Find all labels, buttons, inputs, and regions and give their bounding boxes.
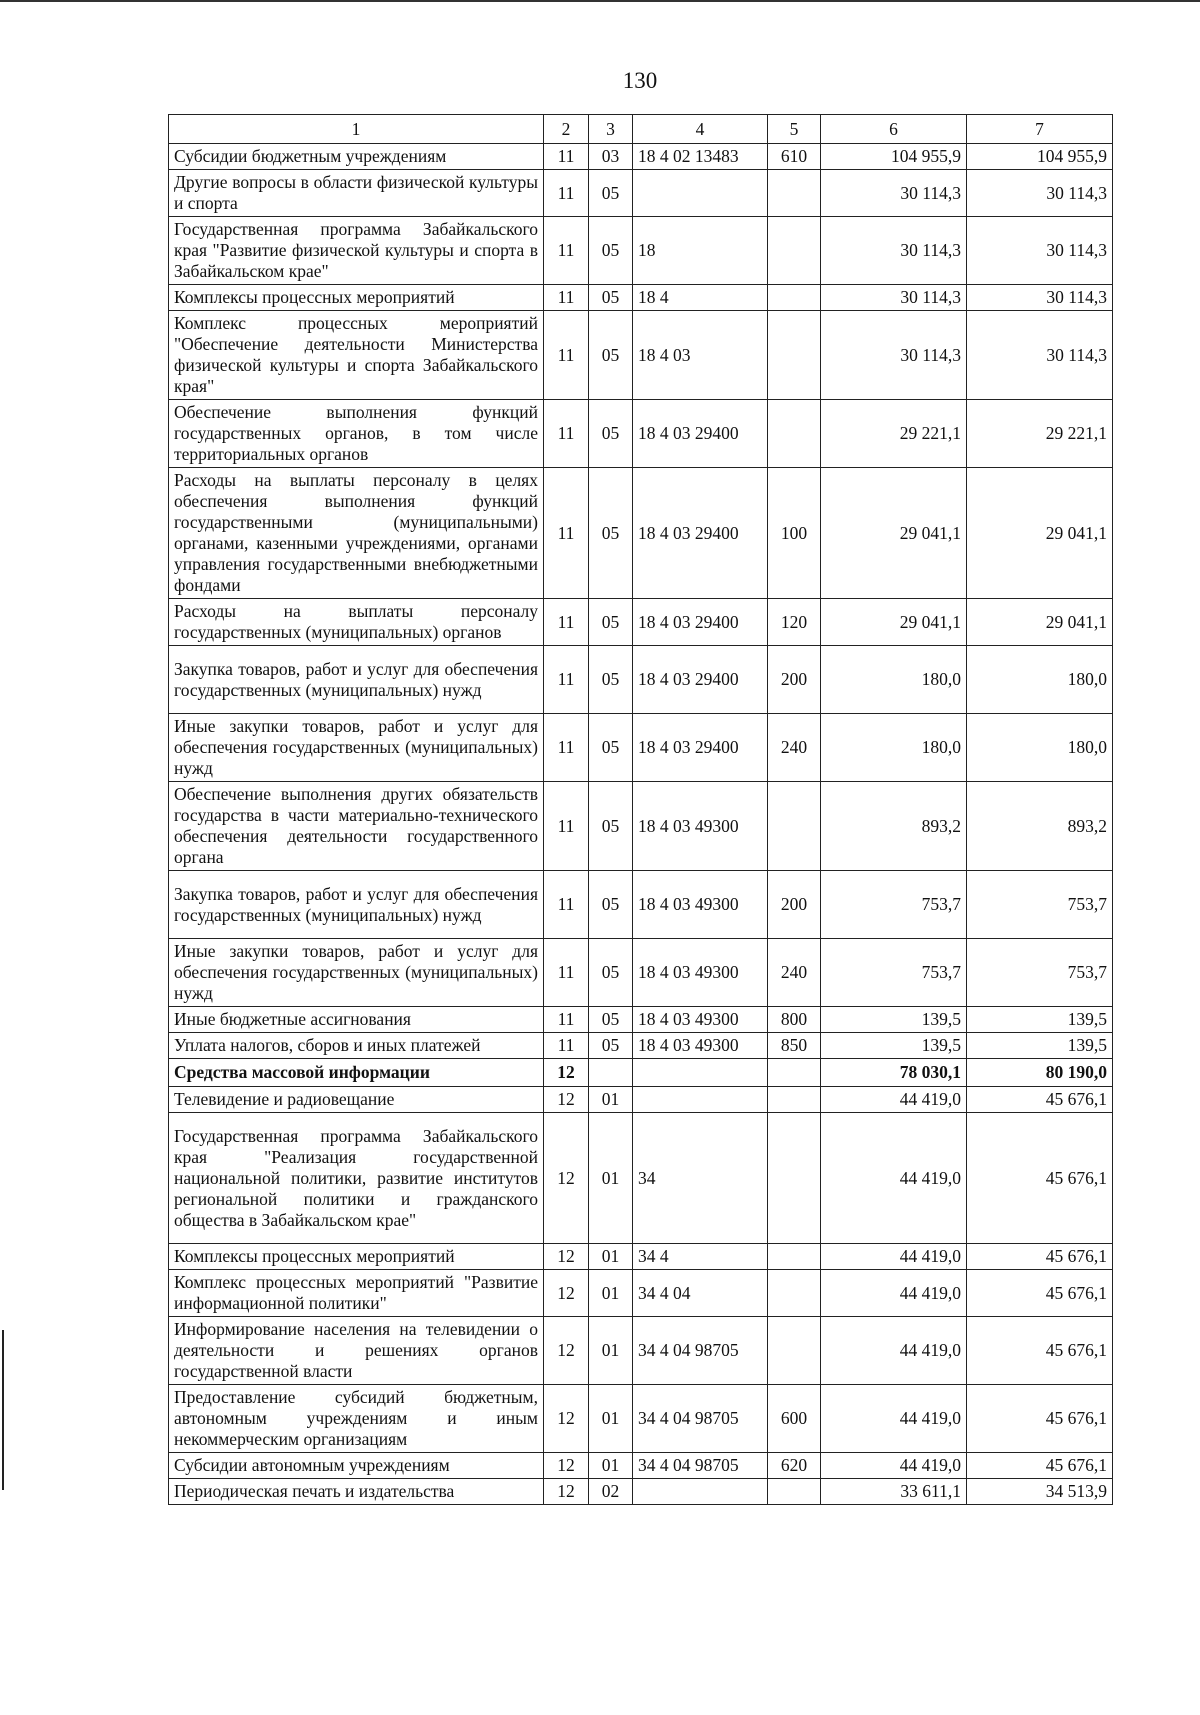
- amount-year2-cell: 893,2: [967, 782, 1113, 871]
- target-article-cell: 34 4: [633, 1244, 768, 1270]
- row-name-cell: Комплексы процессных мероприятий: [169, 285, 544, 311]
- section-code-cell: 11: [544, 144, 589, 170]
- section-code-cell: 11: [544, 714, 589, 782]
- scan-edge-left: [2, 1330, 4, 1490]
- subsection-code-cell: [589, 1059, 633, 1087]
- target-article-cell: 18 4 03 29400: [633, 646, 768, 714]
- target-article-cell: 18 4 03 49300: [633, 1007, 768, 1033]
- table-row: [169, 939, 1113, 1007]
- amount-year1-cell: 44 419,0: [821, 1087, 967, 1113]
- subsection-code-cell: 05: [589, 714, 633, 782]
- header-cell: 6: [821, 115, 967, 144]
- row-name-cell: Обеспечение выполнения функций государственных органов, в том числе территориальных органов: [169, 400, 544, 468]
- header-cell: 5: [768, 115, 821, 144]
- row-name-cell: Телевидение и радиовещание: [169, 1087, 544, 1113]
- row-name-cell: Государственная программа Забайкальского края "Развитие физической культуры и спорта в Забайкальском крае": [169, 217, 544, 285]
- row-name-cell: Обеспечение выполнения других обязательств государства в части материально-технического обеспечения деятельности государственного органа: [169, 782, 544, 871]
- table-row: [169, 599, 1113, 646]
- amount-year2-cell: 30 114,3: [967, 170, 1113, 217]
- row-name-cell: Комплексы процессных мероприятий: [169, 1244, 544, 1270]
- page-number: 130: [622, 68, 658, 93]
- amount-year1-cell: 29 041,1: [821, 599, 967, 646]
- expense-type-cell: [768, 782, 821, 871]
- table-row: [169, 1479, 1113, 1505]
- target-article-cell: 18 4 03 29400: [633, 714, 768, 782]
- subsection-code-cell: 05: [589, 311, 633, 400]
- amount-year2-cell: 45 676,1: [967, 1113, 1113, 1244]
- table-row: [169, 285, 1113, 311]
- section-code-cell: 11: [544, 871, 589, 939]
- amount-year1-cell: 29 041,1: [821, 468, 967, 599]
- row-name-cell: Комплекс процессных мероприятий "Обеспечение деятельности Министерства физической культуры и спорта Забайкальского края": [169, 311, 544, 400]
- amount-year2-cell: 753,7: [967, 871, 1113, 939]
- target-article-cell: 18 4 03 49300: [633, 782, 768, 871]
- table-row: [169, 1244, 1113, 1270]
- section-code-cell: 12: [544, 1087, 589, 1113]
- subsection-code-cell: 01: [589, 1087, 633, 1113]
- expense-type-cell: [768, 170, 821, 217]
- target-article-cell: 18 4 03: [633, 311, 768, 400]
- section-code-cell: 12: [544, 1059, 589, 1087]
- amount-year1-cell: 29 221,1: [821, 400, 967, 468]
- table-row: [169, 1087, 1113, 1113]
- target-article-cell: 18 4: [633, 285, 768, 311]
- row-name-cell: Расходы на выплаты персоналу государственных (муниципальных) органов: [169, 599, 544, 646]
- header-cell: 7: [967, 115, 1113, 144]
- target-article-cell: 34 4 04 98705: [633, 1385, 768, 1453]
- expense-type-cell: [768, 311, 821, 400]
- amount-year1-cell: 44 419,0: [821, 1453, 967, 1479]
- section-code-cell: 11: [544, 217, 589, 285]
- table-row: [169, 217, 1113, 285]
- section-code-cell: 11: [544, 400, 589, 468]
- amount-year1-cell: 139,5: [821, 1007, 967, 1033]
- subsection-code-cell: 05: [589, 285, 633, 311]
- amount-year2-cell: 180,0: [967, 714, 1113, 782]
- expense-type-cell: [768, 1113, 821, 1244]
- target-article-cell: 18 4 03 49300: [633, 939, 768, 1007]
- subsection-code-cell: 01: [589, 1270, 633, 1317]
- amount-year2-cell: 180,0: [967, 646, 1113, 714]
- subsection-code-cell: 01: [589, 1385, 633, 1453]
- amount-year2-cell: 34 513,9: [967, 1479, 1113, 1505]
- budget-table: [168, 114, 1113, 1505]
- header-cell: 1: [169, 115, 544, 144]
- subsection-code-cell: 02: [589, 1479, 633, 1505]
- section-code-cell: 11: [544, 782, 589, 871]
- section-code-cell: 11: [544, 646, 589, 714]
- target-article-cell: 18 4 03 49300: [633, 1033, 768, 1059]
- expense-type-cell: 620: [768, 1453, 821, 1479]
- amount-year1-cell: 44 419,0: [821, 1385, 967, 1453]
- expense-type-cell: 240: [768, 714, 821, 782]
- section-code-cell: 11: [544, 1033, 589, 1059]
- expense-type-cell: [768, 1317, 821, 1385]
- target-article-cell: 18 4 02 13483: [633, 144, 768, 170]
- amount-year2-cell: 80 190,0: [967, 1059, 1113, 1087]
- section-code-cell: 11: [544, 599, 589, 646]
- amount-year1-cell: 180,0: [821, 646, 967, 714]
- section-code-cell: 12: [544, 1270, 589, 1317]
- table-row: [169, 1007, 1113, 1033]
- amount-year2-cell: 139,5: [967, 1007, 1113, 1033]
- table-row: [169, 871, 1113, 939]
- expense-type-cell: 120: [768, 599, 821, 646]
- section-code-cell: 11: [544, 939, 589, 1007]
- table-row: [169, 144, 1113, 170]
- section-code-cell: 12: [544, 1244, 589, 1270]
- amount-year2-cell: 139,5: [967, 1033, 1113, 1059]
- amount-year2-cell: 29 221,1: [967, 400, 1113, 468]
- row-name-cell: Другие вопросы в области физической культуры и спорта: [169, 170, 544, 217]
- row-name-cell: Субсидии бюджетным учреждениям: [169, 144, 544, 170]
- amount-year2-cell: 104 955,9: [967, 144, 1113, 170]
- row-name-cell: Информирование населения на телевидении о деятельности и решениях органов государственной власти: [169, 1317, 544, 1385]
- amount-year1-cell: 44 419,0: [821, 1270, 967, 1317]
- amount-year2-cell: 45 676,1: [967, 1385, 1113, 1453]
- target-article-cell: [633, 1479, 768, 1505]
- row-name-cell: Закупка товаров, работ и услуг для обеспечения государственных (муниципальных) нужд: [169, 646, 544, 714]
- expense-type-cell: 800: [768, 1007, 821, 1033]
- table-row: [169, 1270, 1113, 1317]
- target-article-cell: 34: [633, 1113, 768, 1244]
- target-article-cell: 18: [633, 217, 768, 285]
- subsection-code-cell: 03: [589, 144, 633, 170]
- row-name-cell: Комплекс процессных мероприятий "Развитие информационной политики": [169, 1270, 544, 1317]
- subsection-code-cell: 05: [589, 468, 633, 599]
- row-name-cell: Иные закупки товаров, работ и услуг для обеспечения государственных (муниципальных) нужд: [169, 939, 544, 1007]
- subsection-code-cell: 05: [589, 1007, 633, 1033]
- subsection-code-cell: 01: [589, 1317, 633, 1385]
- table-row: [169, 1059, 1113, 1087]
- section-code-cell: 11: [544, 468, 589, 599]
- table-row: [169, 782, 1113, 871]
- expense-type-cell: [768, 217, 821, 285]
- amount-year1-cell: 753,7: [821, 939, 967, 1007]
- expense-type-cell: 200: [768, 871, 821, 939]
- expense-type-cell: 100: [768, 468, 821, 599]
- table-row: [169, 1385, 1113, 1453]
- amount-year2-cell: 30 114,3: [967, 217, 1113, 285]
- header-row: [169, 115, 1113, 144]
- amount-year2-cell: 45 676,1: [967, 1270, 1113, 1317]
- target-article-cell: 18 4 03 49300: [633, 871, 768, 939]
- amount-year2-cell: 45 676,1: [967, 1453, 1113, 1479]
- subsection-code-cell: 05: [589, 782, 633, 871]
- header-cell: 4: [633, 115, 768, 144]
- subsection-code-cell: 05: [589, 939, 633, 1007]
- target-article-cell: 18 4 03 29400: [633, 468, 768, 599]
- table-row: [169, 311, 1113, 400]
- amount-year1-cell: 30 114,3: [821, 285, 967, 311]
- row-name-cell: Уплата налогов, сборов и иных платежей: [169, 1033, 544, 1059]
- expense-type-cell: [768, 1059, 821, 1087]
- table-row: [169, 1033, 1113, 1059]
- row-name-cell: Средства массовой информации: [169, 1059, 544, 1087]
- table-row: [169, 468, 1113, 599]
- table-row: [169, 714, 1113, 782]
- expense-type-cell: 850: [768, 1033, 821, 1059]
- table-row: [169, 1453, 1113, 1479]
- amount-year2-cell: 30 114,3: [967, 311, 1113, 400]
- table-body: [169, 144, 1113, 1505]
- row-name-cell: Закупка товаров, работ и услуг для обеспечения государственных (муниципальных) нужд: [169, 871, 544, 939]
- expense-type-cell: 610: [768, 144, 821, 170]
- expense-type-cell: 240: [768, 939, 821, 1007]
- amount-year1-cell: 78 030,1: [821, 1059, 967, 1087]
- target-article-cell: [633, 1087, 768, 1113]
- expense-type-cell: [768, 1244, 821, 1270]
- subsection-code-cell: 05: [589, 400, 633, 468]
- amount-year1-cell: 104 955,9: [821, 144, 967, 170]
- target-article-cell: 18 4 03 29400: [633, 599, 768, 646]
- amount-year1-cell: 33 611,1: [821, 1479, 967, 1505]
- amount-year1-cell: 30 114,3: [821, 170, 967, 217]
- row-name-cell: Иные закупки товаров, работ и услуг для обеспечения государственных (муниципальных) нужд: [169, 714, 544, 782]
- row-name-cell: Субсидии автономным учреждениям: [169, 1453, 544, 1479]
- subsection-code-cell: 05: [589, 599, 633, 646]
- section-code-cell: 11: [544, 285, 589, 311]
- target-article-cell: 34 4 04 98705: [633, 1317, 768, 1385]
- header-cell: 3: [589, 115, 633, 144]
- section-code-cell: 12: [544, 1385, 589, 1453]
- amount-year1-cell: 893,2: [821, 782, 967, 871]
- target-article-cell: 34 4 04: [633, 1270, 768, 1317]
- subsection-code-cell: 05: [589, 1033, 633, 1059]
- subsection-code-cell: 01: [589, 1453, 633, 1479]
- subsection-code-cell: 05: [589, 170, 633, 217]
- target-article-cell: 34 4 04 98705: [633, 1453, 768, 1479]
- amount-year1-cell: 139,5: [821, 1033, 967, 1059]
- subsection-code-cell: 05: [589, 217, 633, 285]
- table-row: [169, 170, 1113, 217]
- target-article-cell: 18 4 03 29400: [633, 400, 768, 468]
- section-code-cell: 11: [544, 1007, 589, 1033]
- row-name-cell: Государственная программа Забайкальского края "Реализация государственной национальной политики, развитие институтов региональной политики и гражданского общества в Забайкальском крае": [169, 1113, 544, 1244]
- target-article-cell: [633, 170, 768, 217]
- section-code-cell: 11: [544, 311, 589, 400]
- amount-year1-cell: 44 419,0: [821, 1244, 967, 1270]
- header-cell: 2: [544, 115, 589, 144]
- section-code-cell: 12: [544, 1317, 589, 1385]
- table-row: [169, 1317, 1113, 1385]
- expense-type-cell: [768, 1270, 821, 1317]
- expense-type-cell: 600: [768, 1385, 821, 1453]
- section-code-cell: 11: [544, 170, 589, 217]
- subsection-code-cell: 05: [589, 871, 633, 939]
- amount-year1-cell: 44 419,0: [821, 1317, 967, 1385]
- subsection-code-cell: 05: [589, 646, 633, 714]
- row-name-cell: Расходы на выплаты персоналу в целях обеспечения выполнения функций государственными (муниципальными) органами, казенными учреждениями, органами управления государственными внебюджетными фондами: [169, 468, 544, 599]
- subsection-code-cell: 01: [589, 1244, 633, 1270]
- amount-year1-cell: 180,0: [821, 714, 967, 782]
- table-row: [169, 646, 1113, 714]
- amount-year2-cell: 29 041,1: [967, 599, 1113, 646]
- amount-year1-cell: 30 114,3: [821, 311, 967, 400]
- scan-edge-top: [0, 0, 1200, 2]
- subsection-code-cell: 01: [589, 1113, 633, 1244]
- amount-year2-cell: 45 676,1: [967, 1087, 1113, 1113]
- table-row: [169, 400, 1113, 468]
- table-row: [169, 1113, 1113, 1244]
- target-article-cell: [633, 1059, 768, 1087]
- row-name-cell: Предоставление субсидий бюджетным, автономным учреждениям и иным некоммерческим организациям: [169, 1385, 544, 1453]
- amount-year2-cell: 29 041,1: [967, 468, 1113, 599]
- expense-type-cell: [768, 400, 821, 468]
- expense-type-cell: [768, 1087, 821, 1113]
- row-name-cell: Периодическая печать и издательства: [169, 1479, 544, 1505]
- amount-year2-cell: 753,7: [967, 939, 1113, 1007]
- section-code-cell: 12: [544, 1453, 589, 1479]
- row-name-cell: Иные бюджетные ассигнования: [169, 1007, 544, 1033]
- amount-year1-cell: 753,7: [821, 871, 967, 939]
- expense-type-cell: [768, 285, 821, 311]
- amount-year2-cell: 45 676,1: [967, 1317, 1113, 1385]
- expense-type-cell: 200: [768, 646, 821, 714]
- expense-type-cell: [768, 1479, 821, 1505]
- section-code-cell: 12: [544, 1479, 589, 1505]
- amount-year1-cell: 30 114,3: [821, 217, 967, 285]
- amount-year2-cell: 45 676,1: [967, 1244, 1113, 1270]
- amount-year1-cell: 44 419,0: [821, 1113, 967, 1244]
- section-code-cell: 12: [544, 1113, 589, 1244]
- amount-year2-cell: 30 114,3: [967, 285, 1113, 311]
